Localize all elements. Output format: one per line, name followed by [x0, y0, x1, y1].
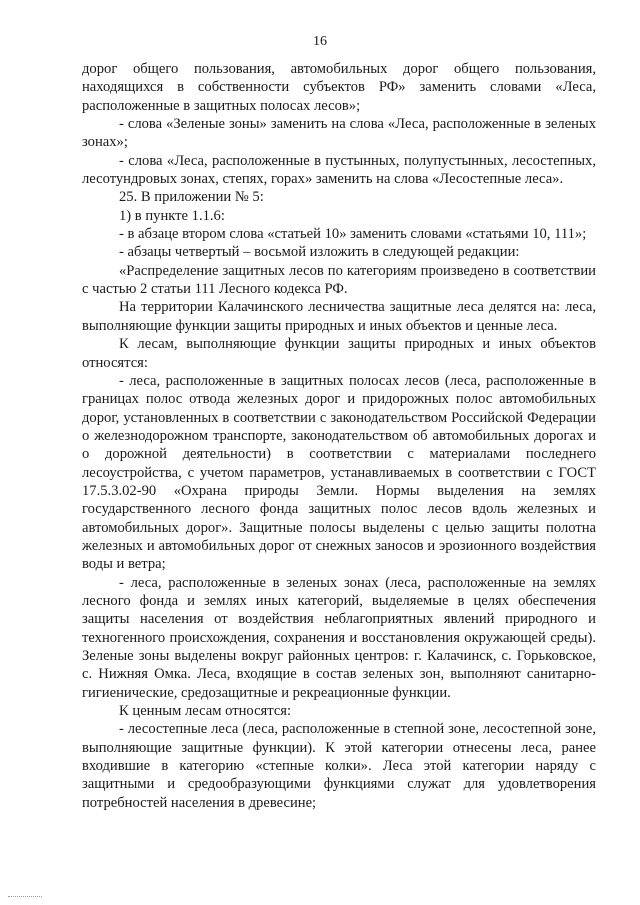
paragraph: 1) в пункте 1.1.6: — [119, 207, 225, 224]
paragraph: - абзацы четвертый – восьмой изложить в следующей редакции: — [119, 244, 520, 261]
paragraph: дорог общего пользования, автомобильных дорог общего пользования, находящихся в собственности субъектов РФ» заменить словами «Леса, расположенные в защитных полосах лесов»; — [82, 61, 596, 114]
paragraph: К ценным лесам относятся: — [119, 703, 292, 720]
paragraph: - леса, расположенные в зеленых зонах (леса, расположенные на землях лесного фонда и землях иных категорий, выделяемые в целях обеспечения защиты населения от воздействия неблагоприятных явлений природного и техногенного происхождения, сохранения и восстановления окружающей среды). Зеленые зоны выделены вокруг районных центров: г. Калачинск, с. Горьковское, с. Нижняя Омка. Леса, входящие в состав зеленых зон, выполняют санитарно-гигиенические, средозащитные и рекреационные функции. — [82, 574, 596, 701]
paragraph: На территории Калачинского лесничества защитные леса делятся на: леса, выполняющие функции защиты природных и иных объектов и ценные леса. — [82, 299, 596, 334]
paragraph: К лесам, выполняющие функции защиты природных и иных объектов относятся: — [82, 336, 596, 371]
paragraph: «Распределение защитных лесов по категориям произведено в соответствии с частью 2 статьи 111 Лесного кодекса РФ. — [82, 262, 596, 298]
scan-mark — [8, 896, 42, 899]
paragraph: - слова «Зеленые зоны» заменить на слова «Леса, расположенные в зеленых зонах»; — [82, 116, 596, 151]
page-number: 16 — [313, 34, 327, 49]
paragraph: - в абзаце втором слова «статьей 10» заменить словами «статьями 10, 111»; — [119, 226, 587, 243]
document-body — [82, 60, 596, 812]
paragraph: - леса, расположенные в защитных полосах лесов (леса, расположенные в границах полос отвода железных дорог и придорожных полос автомобильных дорог, установленных в соответствии с законодательством Российской Федерации о железнодорожном транспорте, законодательством об автомобильных дорогах и о дорожной деятельности) в соответствии с материалами последнего лесоустройства, с учетом параметров, устанавливаемых в соответствии с ГОСТ 17.5.3.02-90 «Охрана природы Земли. Нормы выделения на землях государственного лесного фонда защитных полос лесов вдоль железных и автомобильных дорог». Защитные полосы выделены с целью защиты полотна железных и автомобильных дорог от снежных заносов и эрозионного воздействия воды и ветра; — [82, 372, 596, 573]
paragraph: - лесостепные леса (леса, расположенные в степной зоне, лесостепной зоне, выполняющие защитные функции). К этой категории отнесены леса, ранее входившие в категорию «степные колки». Леса этой категории наряду с защитными и средообразующими функциями служат для удовлетворения потребностей населения в древесине; — [82, 721, 596, 811]
paragraph: - слова «Леса, расположенные в пустынных, полупустынных, лесостепных, лесотундровых зонах, степях, горах» заменить на слова «Лесостепные леса». — [82, 152, 596, 188]
paragraph: 25. В приложении № 5: — [119, 189, 264, 206]
